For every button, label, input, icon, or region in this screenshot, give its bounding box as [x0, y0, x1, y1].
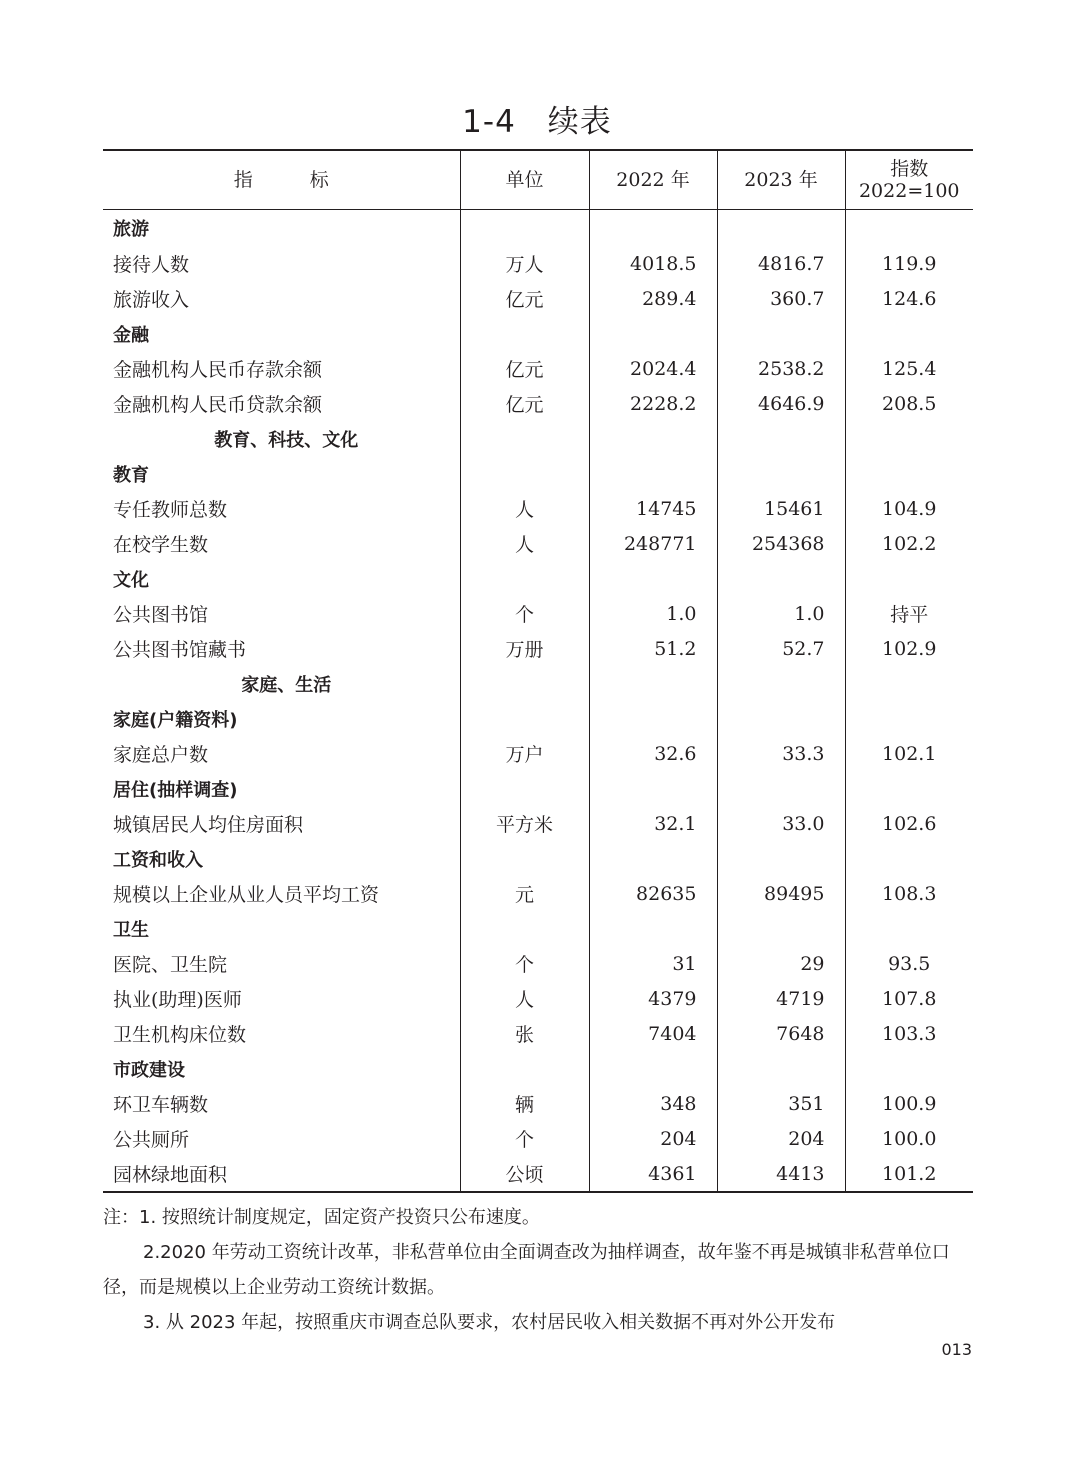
- empty-2022-cell: [589, 1051, 717, 1086]
- indicator-cell: 金融机构人民币存款余额: [113, 359, 323, 381]
- footnote-3: 3. 从 2023 年起，按照重庆市调查总队要求，农村居民收入相关数据不再对外公开发布: [143, 1312, 836, 1333]
- index-cell: 101.2: [845, 1156, 973, 1192]
- value-2023-cell: 33.3: [717, 736, 845, 771]
- indicator-cell: 卫生机构床位数: [113, 1024, 247, 1046]
- category-label: 市政建设: [113, 1059, 185, 1081]
- unit-cell: 万册: [460, 631, 589, 666]
- index-cell: 104.9: [845, 491, 973, 526]
- value-2022-cell: 31: [589, 946, 717, 981]
- value-2023-cell: 15461: [717, 491, 845, 526]
- unit-cell: 亿元: [460, 351, 589, 386]
- indicator-cell: 医院、卫生院: [113, 954, 228, 976]
- indicator-cell: 园林绿地面积: [113, 1164, 228, 1186]
- empty-index-cell: [845, 316, 973, 351]
- table-row: [103, 946, 973, 981]
- table-row: [103, 386, 973, 421]
- empty-2023-cell: [717, 771, 845, 806]
- unit-cell: 元: [460, 876, 589, 911]
- empty-2023-cell: [717, 456, 845, 491]
- header-unit: 单位: [460, 150, 589, 210]
- empty-index-cell: [845, 666, 973, 701]
- table-row: [103, 1016, 973, 1051]
- table-row: [103, 596, 973, 631]
- category-row: [103, 456, 973, 491]
- category-label: 旅游: [113, 219, 149, 240]
- table-row: [103, 981, 973, 1016]
- category-row: [103, 771, 973, 806]
- header-index-label: 指数: [890, 158, 929, 180]
- indicator-cell: 金融机构人民币贷款余额: [113, 394, 323, 416]
- empty-2022-cell: [589, 210, 717, 247]
- value-2023-cell: 33.0: [717, 806, 845, 841]
- value-2022-cell: 32.1: [589, 806, 717, 841]
- unit-cell: 万户: [460, 736, 589, 771]
- index-cell: 93.5: [845, 946, 973, 981]
- value-2023-cell: 4816.7: [717, 246, 845, 281]
- empty-index-cell: [845, 841, 973, 876]
- empty-2023-cell: [717, 1051, 845, 1086]
- section-heading: 家庭、生活: [241, 674, 332, 696]
- indicator-cell: 规模以上企业从业人员平均工资: [113, 884, 380, 906]
- empty-2022-cell: [589, 421, 717, 456]
- table-row: [103, 246, 973, 281]
- index-cell: 124.6: [845, 281, 973, 316]
- category-label: 工资和收入: [113, 849, 203, 871]
- table-title: 1-4 续表: [462, 104, 612, 140]
- empty-2023-cell: [717, 666, 845, 701]
- unit-cell: 个: [460, 946, 589, 981]
- index-cell: 102.6: [845, 806, 973, 841]
- unit-cell: 人: [460, 526, 589, 561]
- index-cell: 208.5: [845, 386, 973, 421]
- unit-cell: 张: [460, 1016, 589, 1051]
- value-2022-cell: 82635: [589, 876, 717, 911]
- value-2023-cell: 4646.9: [717, 386, 845, 421]
- empty-index-cell: [845, 210, 973, 247]
- unit-cell: 人: [460, 491, 589, 526]
- empty-2022-cell: [589, 701, 717, 736]
- category-row: [103, 1051, 973, 1086]
- empty-2022-cell: [589, 841, 717, 876]
- indicator-cell: 执业(助理)医师: [113, 989, 242, 1011]
- unit-cell: 平方米: [460, 806, 589, 841]
- category-label: 教育: [113, 464, 149, 486]
- empty-2022-cell: [589, 666, 717, 701]
- indicator-cell: 公共厕所: [113, 1129, 190, 1151]
- unit-cell: 万人: [460, 246, 589, 281]
- category-label: 居住(抽样调查): [113, 779, 238, 801]
- value-2023-cell: 351: [717, 1086, 845, 1121]
- category-row: [103, 316, 973, 351]
- value-2022-cell: 2024.4: [589, 351, 717, 386]
- unit-cell: 个: [460, 596, 589, 631]
- category-label: 卫生: [113, 919, 149, 941]
- index-cell: 119.9: [845, 246, 973, 281]
- unit-cell: 辆: [460, 1086, 589, 1121]
- category-label: 金融: [113, 324, 149, 346]
- header-index-base: 2022=100: [858, 180, 960, 202]
- empty-2022-cell: [589, 456, 717, 491]
- index-cell: 102.1: [845, 736, 973, 771]
- table-row: [103, 631, 973, 666]
- empty-unit-cell: [460, 316, 589, 351]
- table-body: [103, 210, 973, 1193]
- value-2023-cell: 1.0: [717, 596, 845, 631]
- empty-index-cell: [845, 456, 973, 491]
- unit-cell: 公顷: [460, 1156, 589, 1192]
- index-cell: 102.2: [845, 526, 973, 561]
- empty-2023-cell: [717, 421, 845, 456]
- section-heading-row: [103, 666, 973, 701]
- empty-unit-cell: [460, 701, 589, 736]
- index-cell: 持平: [845, 596, 973, 631]
- value-2023-cell: 4413: [717, 1156, 845, 1192]
- index-cell: 103.3: [845, 1016, 973, 1051]
- value-2022-cell: 7404: [589, 1016, 717, 1051]
- empty-2023-cell: [717, 841, 845, 876]
- table-row: [103, 876, 973, 911]
- empty-unit-cell: [460, 771, 589, 806]
- table-row: [103, 491, 973, 526]
- header-2023: 2023 年: [717, 150, 845, 210]
- empty-unit-cell: [460, 561, 589, 596]
- empty-index-cell: [845, 911, 973, 946]
- unit-cell: 亿元: [460, 386, 589, 421]
- value-2022-cell: 248771: [589, 526, 717, 561]
- value-2023-cell: 29: [717, 946, 845, 981]
- empty-unit-cell: [460, 210, 589, 247]
- empty-2022-cell: [589, 316, 717, 351]
- category-label: 家庭(户籍资料): [113, 709, 238, 731]
- value-2022-cell: 14745: [589, 491, 717, 526]
- indicator-cell: 旅游收入: [113, 289, 190, 311]
- index-cell: 125.4: [845, 351, 973, 386]
- empty-index-cell: [845, 421, 973, 456]
- value-2023-cell: 2538.2: [717, 351, 845, 386]
- footnote-2: 2.2020 年劳动工资统计改革，非私营单位由全面调查改为抽样调查，故年鉴不再是城镇非私营单位口径，而是规模以上企业劳动工资统计数据。: [103, 1242, 950, 1298]
- empty-unit-cell: [460, 421, 589, 456]
- empty-2023-cell: [717, 701, 845, 736]
- empty-index-cell: [845, 701, 973, 736]
- table-row: [103, 1086, 973, 1121]
- footnotes: [103, 1200, 973, 1340]
- index-cell: 108.3: [845, 876, 973, 911]
- index-cell: 107.8: [845, 981, 973, 1016]
- table-row: [103, 736, 973, 771]
- indicator-cell: 公共图书馆藏书: [113, 639, 247, 661]
- page-number: 013: [941, 1340, 972, 1359]
- footnote-1: 注：1. 按照统计制度规定，固定资产投资只公布速度。: [103, 1207, 540, 1228]
- header-index: [845, 150, 973, 210]
- index-cell: 100.0: [845, 1121, 973, 1156]
- value-2022-cell: 32.6: [589, 736, 717, 771]
- value-2022-cell: 4379: [589, 981, 717, 1016]
- value-2022-cell: 4018.5: [589, 246, 717, 281]
- indicator-cell: 城镇居民人均住房面积: [113, 814, 304, 836]
- index-cell: 102.9: [845, 631, 973, 666]
- empty-unit-cell: [460, 911, 589, 946]
- category-label: 文化: [113, 569, 149, 591]
- statistics-table: [103, 149, 973, 1193]
- table-row: [103, 1156, 973, 1192]
- value-2023-cell: 360.7: [717, 281, 845, 316]
- indicator-cell: 在校学生数: [113, 534, 209, 556]
- unit-cell: 人: [460, 981, 589, 1016]
- table-row: [103, 281, 973, 316]
- header-indicator: 指 标: [103, 150, 460, 210]
- category-row: [103, 701, 973, 736]
- section-heading-row: [103, 421, 973, 456]
- empty-2022-cell: [589, 561, 717, 596]
- indicator-cell: 专任教师总数: [113, 499, 228, 521]
- value-2023-cell: 4719: [717, 981, 845, 1016]
- value-2023-cell: 52.7: [717, 631, 845, 666]
- table-row: [103, 1121, 973, 1156]
- empty-unit-cell: [460, 666, 589, 701]
- indicator-cell: 公共图书馆: [113, 604, 209, 626]
- empty-2022-cell: [589, 911, 717, 946]
- value-2022-cell: 51.2: [589, 631, 717, 666]
- value-2022-cell: 4361: [589, 1156, 717, 1192]
- empty-2023-cell: [717, 561, 845, 596]
- empty-2023-cell: [717, 911, 845, 946]
- value-2023-cell: 89495: [717, 876, 845, 911]
- empty-2023-cell: [717, 316, 845, 351]
- empty-2023-cell: [717, 210, 845, 247]
- value-2022-cell: 204: [589, 1121, 717, 1156]
- header-2022: 2022 年: [589, 150, 717, 210]
- section-heading: 教育、科技、文化: [214, 429, 359, 451]
- category-row: [103, 561, 973, 596]
- value-2023-cell: 7648: [717, 1016, 845, 1051]
- unit-cell: 个: [460, 1121, 589, 1156]
- category-row: [103, 210, 973, 247]
- empty-index-cell: [845, 1051, 973, 1086]
- empty-unit-cell: [460, 841, 589, 876]
- value-2022-cell: 2228.2: [589, 386, 717, 421]
- indicator-cell: 环卫车辆数: [113, 1094, 209, 1116]
- empty-unit-cell: [460, 1051, 589, 1086]
- table-row: [103, 351, 973, 386]
- category-row: [103, 911, 973, 946]
- table-row: [103, 526, 973, 561]
- value-2022-cell: 289.4: [589, 281, 717, 316]
- value-2022-cell: 1.0: [589, 596, 717, 631]
- indicator-cell: 家庭总户数: [113, 744, 209, 766]
- value-2022-cell: 348: [589, 1086, 717, 1121]
- index-cell: 100.9: [845, 1086, 973, 1121]
- empty-2022-cell: [589, 771, 717, 806]
- value-2023-cell: 254368: [717, 526, 845, 561]
- value-2023-cell: 204: [717, 1121, 845, 1156]
- header-row: [103, 150, 973, 210]
- empty-index-cell: [845, 561, 973, 596]
- table-header: [103, 150, 973, 210]
- table-row: [103, 806, 973, 841]
- unit-cell: 亿元: [460, 281, 589, 316]
- category-row: [103, 841, 973, 876]
- indicator-cell: 接待人数: [113, 254, 190, 276]
- empty-index-cell: [845, 771, 973, 806]
- empty-unit-cell: [460, 456, 589, 491]
